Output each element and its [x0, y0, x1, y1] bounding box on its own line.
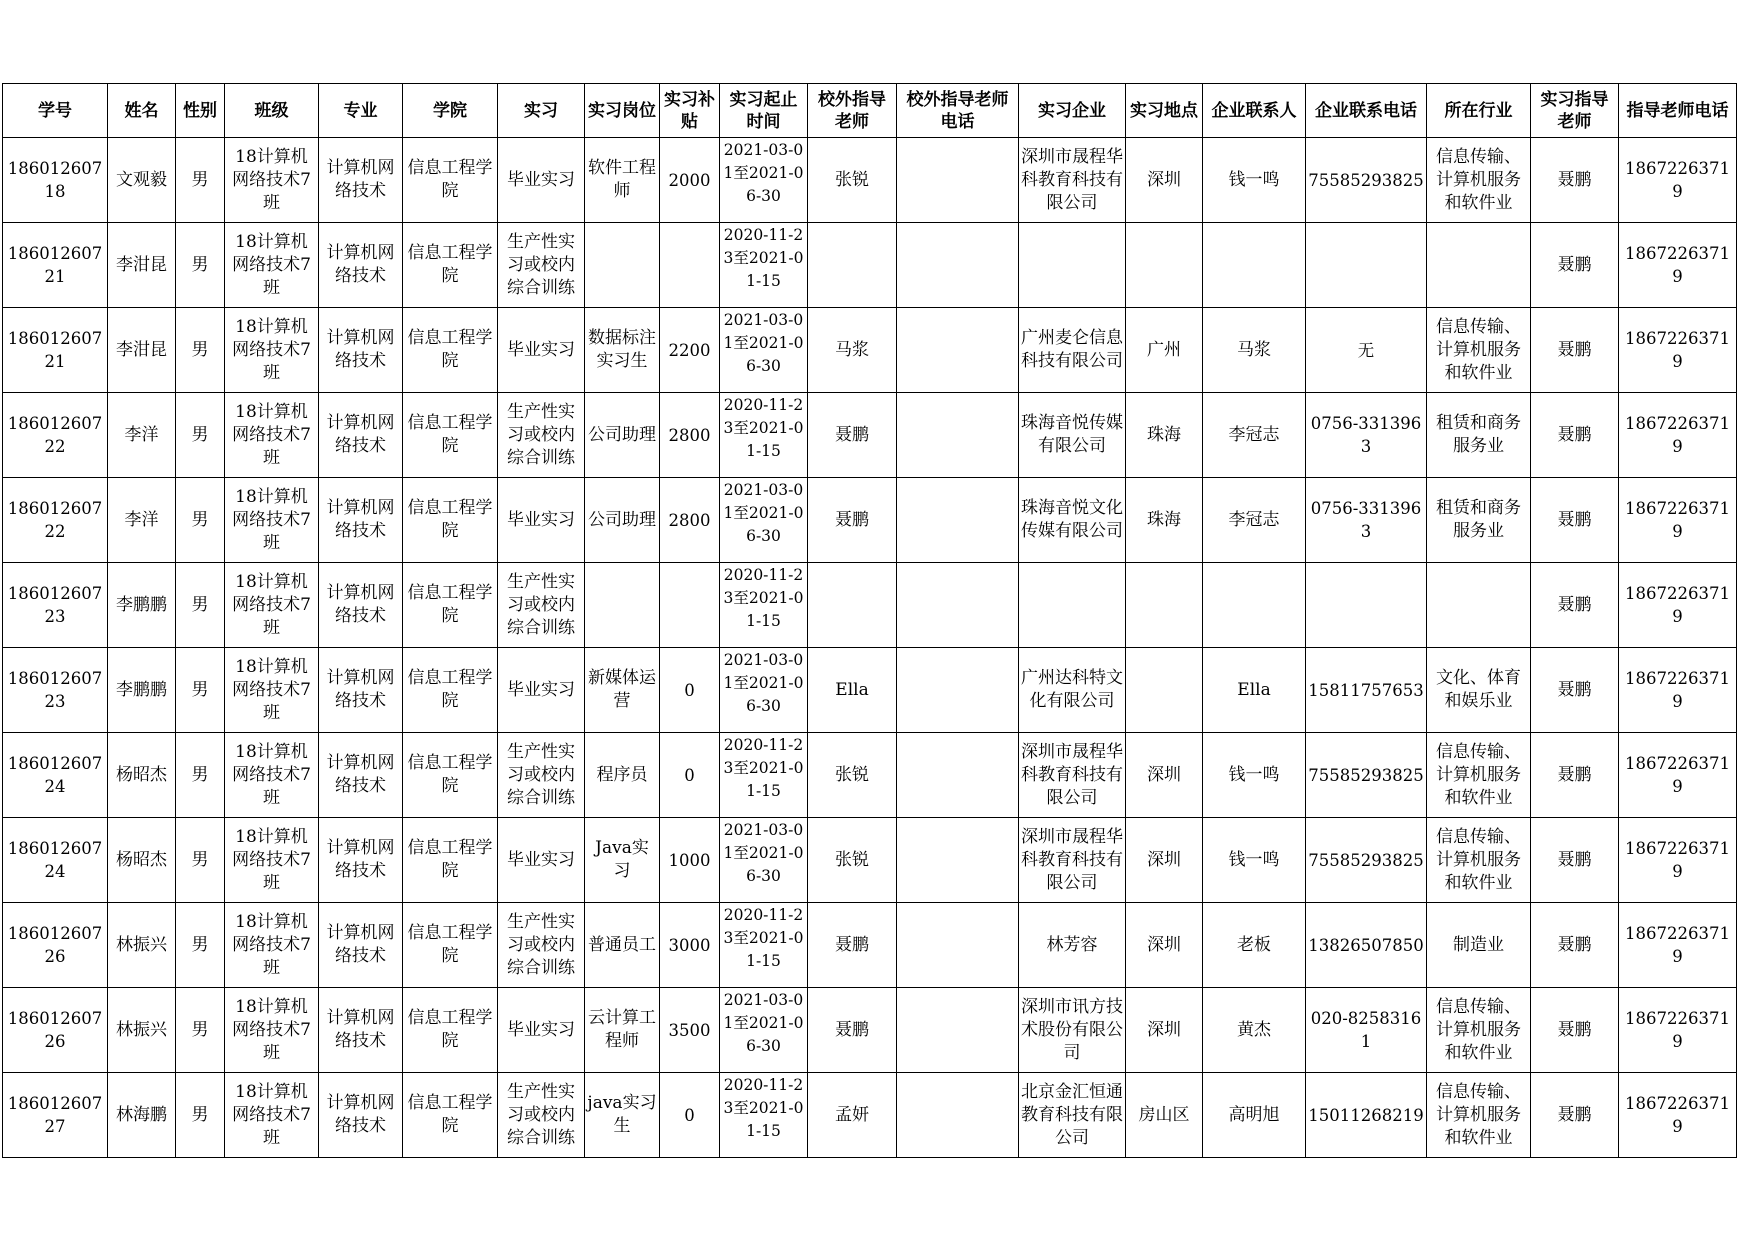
- cell-student-id: 18601260718: [3, 138, 108, 223]
- cell-subsidy: 0: [660, 648, 720, 733]
- cell-location: 广州: [1126, 308, 1203, 393]
- cell-major: 计算机网络技术: [319, 733, 403, 818]
- period-text: 2020-11-23至2021-01-15: [723, 396, 804, 460]
- cell-gender: 男: [176, 393, 225, 478]
- cell-name: 李鹏鹏: [108, 648, 176, 733]
- header-name: 姓名: [108, 84, 176, 138]
- cell-period: [720, 988, 808, 1073]
- cell-industry: 租赁和商务服务业: [1427, 478, 1531, 563]
- cell-subsidy: 1000: [660, 818, 720, 903]
- cell-position: 公司助理: [585, 478, 660, 563]
- cell-external-mentor: Ella: [808, 648, 897, 733]
- cell-internship-type: 毕业实习: [498, 308, 585, 393]
- period-text: 2021-03-01至2021-06-30: [723, 481, 804, 545]
- cell-company-contact: Ella: [1203, 648, 1306, 733]
- period-text: 2021-03-01至2021-06-30: [723, 311, 804, 375]
- cell-period: [720, 138, 808, 223]
- cell-company-phone: [1306, 563, 1427, 648]
- cell-name: 杨昭杰: [108, 818, 176, 903]
- cell-major: 计算机网络技术: [319, 648, 403, 733]
- cell-company-phone: 75585293825: [1306, 138, 1427, 223]
- cell-internship-type: 毕业实习: [498, 818, 585, 903]
- cell-company-phone: [1306, 223, 1427, 308]
- cell-company-phone: 13826507850: [1306, 903, 1427, 988]
- cell-industry: 文化、体育和娱乐业: [1427, 648, 1531, 733]
- cell-external-mentor: 聂鹏: [808, 478, 897, 563]
- cell-subsidy: 3000: [660, 903, 720, 988]
- cell-external-mentor: 聂鹏: [808, 903, 897, 988]
- cell-location: 深圳: [1126, 138, 1203, 223]
- header-supervisor: 实习指导老师: [1531, 84, 1619, 138]
- cell-college: 信息工程学院: [403, 733, 498, 818]
- cell-position: 新媒体运营: [585, 648, 660, 733]
- cell-supervisor-phone: 18672263719: [1619, 903, 1737, 988]
- period-text: 2020-11-23至2021-01-15: [723, 906, 804, 970]
- cell-company-contact: 老板: [1203, 903, 1306, 988]
- table-row: [3, 393, 1737, 478]
- cell-company-phone: 75585293825: [1306, 818, 1427, 903]
- cell-period: [720, 223, 808, 308]
- cell-class: 18计算机网络技术7班: [225, 903, 319, 988]
- cell-student-id: 18601260726: [3, 903, 108, 988]
- cell-industry: [1427, 223, 1531, 308]
- cell-major: 计算机网络技术: [319, 903, 403, 988]
- cell-industry: 制造业: [1427, 903, 1531, 988]
- cell-company-phone: 0756-3313963: [1306, 478, 1427, 563]
- cell-location: [1126, 223, 1203, 308]
- cell-subsidy: [660, 563, 720, 648]
- cell-industry: 信息传输、计算机服务和软件业: [1427, 818, 1531, 903]
- cell-subsidy: 2800: [660, 478, 720, 563]
- cell-external-mentor: 孟妍: [808, 1073, 897, 1158]
- cell-college: 信息工程学院: [403, 903, 498, 988]
- cell-name: 杨昭杰: [108, 733, 176, 818]
- cell-college: 信息工程学院: [403, 818, 498, 903]
- period-text: 2020-11-23至2021-01-15: [723, 736, 804, 800]
- cell-location: 房山区: [1126, 1073, 1203, 1158]
- cell-company: 广州麦仑信息科技有限公司: [1019, 308, 1126, 393]
- table-row: [3, 1073, 1737, 1158]
- cell-external-mentor-phone: [897, 478, 1019, 563]
- header-row: [3, 84, 1737, 138]
- cell-major: 计算机网络技术: [319, 563, 403, 648]
- cell-supervisor: 聂鹏: [1531, 733, 1619, 818]
- header-position: 实习岗位: [585, 84, 660, 138]
- cell-supervisor-phone: 18672263719: [1619, 648, 1737, 733]
- header-company-contact: 企业联系人: [1203, 84, 1306, 138]
- header-supervisor-phone: 指导老师电话: [1619, 84, 1737, 138]
- cell-student-id: 18601260721: [3, 223, 108, 308]
- table-row: [3, 733, 1737, 818]
- cell-position: 程序员: [585, 733, 660, 818]
- cell-gender: 男: [176, 478, 225, 563]
- cell-class: 18计算机网络技术7班: [225, 308, 319, 393]
- cell-company: [1019, 223, 1126, 308]
- cell-supervisor: 聂鹏: [1531, 308, 1619, 393]
- cell-supervisor: 聂鹏: [1531, 393, 1619, 478]
- cell-major: 计算机网络技术: [319, 393, 403, 478]
- cell-gender: 男: [176, 903, 225, 988]
- cell-company: [1019, 563, 1126, 648]
- cell-period: [720, 478, 808, 563]
- cell-internship-type: 毕业实习: [498, 648, 585, 733]
- cell-supervisor: 聂鹏: [1531, 988, 1619, 1073]
- cell-external-mentor-phone: [897, 223, 1019, 308]
- cell-industry: 信息传输、计算机服务和软件业: [1427, 988, 1531, 1073]
- cell-company-contact: [1203, 563, 1306, 648]
- cell-class: 18计算机网络技术7班: [225, 138, 319, 223]
- cell-gender: 男: [176, 988, 225, 1073]
- header-major: 专业: [319, 84, 403, 138]
- cell-gender: 男: [176, 648, 225, 733]
- header-industry: 所在行业: [1427, 84, 1531, 138]
- cell-subsidy: 3500: [660, 988, 720, 1073]
- cell-class: 18计算机网络技术7班: [225, 818, 319, 903]
- cell-position: java实习生: [585, 1073, 660, 1158]
- cell-external-mentor-phone: [897, 733, 1019, 818]
- cell-internship-type: 毕业实习: [498, 988, 585, 1073]
- cell-class: 18计算机网络技术7班: [225, 733, 319, 818]
- cell-external-mentor: 聂鹏: [808, 393, 897, 478]
- cell-supervisor: 聂鹏: [1531, 1073, 1619, 1158]
- cell-industry: [1427, 563, 1531, 648]
- cell-name: 文观毅: [108, 138, 176, 223]
- cell-name: 李泔昆: [108, 223, 176, 308]
- cell-position: 数据标注实习生: [585, 308, 660, 393]
- table-body: [3, 138, 1737, 1158]
- cell-supervisor-phone: 18672263719: [1619, 818, 1737, 903]
- header-period: 实习起止时间: [720, 84, 808, 138]
- cell-college: 信息工程学院: [403, 308, 498, 393]
- cell-period: [720, 1073, 808, 1158]
- cell-external-mentor-phone: [897, 563, 1019, 648]
- cell-gender: 男: [176, 223, 225, 308]
- cell-period: [720, 733, 808, 818]
- cell-industry: 信息传输、计算机服务和软件业: [1427, 733, 1531, 818]
- period-text: 2020-11-23至2021-01-15: [723, 226, 804, 290]
- cell-company-contact: 钱一鸣: [1203, 138, 1306, 223]
- period-text: 2020-11-23至2021-01-15: [723, 1076, 804, 1140]
- cell-company-phone: 75585293825: [1306, 733, 1427, 818]
- cell-external-mentor-phone: [897, 393, 1019, 478]
- cell-student-id: 18601260724: [3, 818, 108, 903]
- cell-external-mentor-phone: [897, 903, 1019, 988]
- cell-college: 信息工程学院: [403, 223, 498, 308]
- cell-external-mentor: [808, 563, 897, 648]
- cell-college: 信息工程学院: [403, 138, 498, 223]
- cell-company: 深圳市晟程华科教育科技有限公司: [1019, 733, 1126, 818]
- cell-location: 深圳: [1126, 818, 1203, 903]
- cell-company-contact: 钱一鸣: [1203, 733, 1306, 818]
- cell-company: 北京金汇恒通教育科技有限公司: [1019, 1073, 1126, 1158]
- cell-supervisor-phone: 18672263719: [1619, 478, 1737, 563]
- cell-internship-type: 生产性实习或校内综合训练: [498, 223, 585, 308]
- cell-period: [720, 393, 808, 478]
- cell-supervisor: 聂鹏: [1531, 818, 1619, 903]
- cell-position: Java实习: [585, 818, 660, 903]
- cell-major: 计算机网络技术: [319, 1073, 403, 1158]
- cell-student-id: 18601260722: [3, 393, 108, 478]
- cell-company-phone: 15011268219: [1306, 1073, 1427, 1158]
- table-row: [3, 308, 1737, 393]
- cell-name: 李洋: [108, 393, 176, 478]
- header-location: 实习地点: [1126, 84, 1203, 138]
- cell-company-contact: 马浆: [1203, 308, 1306, 393]
- cell-external-mentor-phone: [897, 1073, 1019, 1158]
- cell-student-id: 18601260724: [3, 733, 108, 818]
- cell-supervisor: 聂鹏: [1531, 223, 1619, 308]
- cell-supervisor-phone: 18672263719: [1619, 393, 1737, 478]
- cell-subsidy: 2200: [660, 308, 720, 393]
- cell-external-mentor: [808, 223, 897, 308]
- cell-external-mentor-phone: [897, 308, 1019, 393]
- cell-supervisor: 聂鹏: [1531, 903, 1619, 988]
- cell-student-id: 18601260722: [3, 478, 108, 563]
- cell-external-mentor: 聂鹏: [808, 988, 897, 1073]
- cell-internship-type: 生产性实习或校内综合训练: [498, 903, 585, 988]
- cell-supervisor: 聂鹏: [1531, 563, 1619, 648]
- cell-location: 深圳: [1126, 733, 1203, 818]
- cell-name: 李洋: [108, 478, 176, 563]
- table-row: [3, 223, 1737, 308]
- header-subsidy: 实习补贴: [660, 84, 720, 138]
- period-text: 2021-03-01至2021-06-30: [723, 141, 804, 205]
- table-header: [3, 84, 1737, 138]
- header-internship-type: 实习: [498, 84, 585, 138]
- cell-company: 深圳市讯方技术股份有限公司: [1019, 988, 1126, 1073]
- cell-internship-type: 生产性实习或校内综合训练: [498, 563, 585, 648]
- cell-college: 信息工程学院: [403, 648, 498, 733]
- cell-name: 林振兴: [108, 903, 176, 988]
- cell-class: 18计算机网络技术7班: [225, 393, 319, 478]
- cell-company-contact: 钱一鸣: [1203, 818, 1306, 903]
- cell-company-contact: 李冠志: [1203, 478, 1306, 563]
- cell-company-contact: [1203, 223, 1306, 308]
- period-text: 2021-03-01至2021-06-30: [723, 991, 804, 1055]
- cell-student-id: 18601260726: [3, 988, 108, 1073]
- cell-name: 林海鹏: [108, 1073, 176, 1158]
- cell-gender: 男: [176, 308, 225, 393]
- cell-location: 深圳: [1126, 988, 1203, 1073]
- cell-student-id: 18601260721: [3, 308, 108, 393]
- cell-period: [720, 308, 808, 393]
- cell-major: 计算机网络技术: [319, 478, 403, 563]
- cell-gender: 男: [176, 1073, 225, 1158]
- header-company: 实习企业: [1019, 84, 1126, 138]
- cell-external-mentor-phone: [897, 818, 1019, 903]
- cell-internship-type: 生产性实习或校内综合训练: [498, 1073, 585, 1158]
- table-row: [3, 138, 1737, 223]
- cell-company: 广州达科特文化有限公司: [1019, 648, 1126, 733]
- cell-supervisor-phone: 18672263719: [1619, 1073, 1737, 1158]
- cell-internship-type: 毕业实习: [498, 478, 585, 563]
- cell-company: 深圳市晟程华科教育科技有限公司: [1019, 138, 1126, 223]
- cell-company-phone: 020-82583161: [1306, 988, 1427, 1073]
- cell-class: 18计算机网络技术7班: [225, 1073, 319, 1158]
- cell-position: [585, 563, 660, 648]
- cell-period: [720, 563, 808, 648]
- cell-college: 信息工程学院: [403, 563, 498, 648]
- cell-company: 深圳市晟程华科教育科技有限公司: [1019, 818, 1126, 903]
- cell-location: 深圳: [1126, 903, 1203, 988]
- cell-external-mentor: 张锐: [808, 733, 897, 818]
- cell-position: [585, 223, 660, 308]
- header-student-id: 学号: [3, 84, 108, 138]
- cell-external-mentor-phone: [897, 648, 1019, 733]
- cell-supervisor-phone: 18672263719: [1619, 563, 1737, 648]
- cell-position: 云计算工程师: [585, 988, 660, 1073]
- cell-position: 普通员工: [585, 903, 660, 988]
- cell-industry: 租赁和商务服务业: [1427, 393, 1531, 478]
- cell-company-contact: 黄杰: [1203, 988, 1306, 1073]
- cell-supervisor-phone: 18672263719: [1619, 223, 1737, 308]
- table-row: [3, 478, 1737, 563]
- cell-position: 软件工程师: [585, 138, 660, 223]
- period-text: 2021-03-01至2021-06-30: [723, 821, 804, 885]
- cell-gender: 男: [176, 563, 225, 648]
- internship-table: [2, 83, 1737, 1158]
- cell-external-mentor: 张锐: [808, 818, 897, 903]
- cell-major: 计算机网络技术: [319, 988, 403, 1073]
- cell-college: 信息工程学院: [403, 1073, 498, 1158]
- period-text: 2020-11-23至2021-01-15: [723, 566, 804, 630]
- period-text: 2021-03-01至2021-06-30: [723, 651, 804, 715]
- header-company-phone: 企业联系电话: [1306, 84, 1427, 138]
- header-college: 学院: [403, 84, 498, 138]
- cell-major: 计算机网络技术: [319, 223, 403, 308]
- cell-student-id: 18601260727: [3, 1073, 108, 1158]
- table-row: [3, 903, 1737, 988]
- cell-subsidy: 0: [660, 1073, 720, 1158]
- cell-major: 计算机网络技术: [319, 138, 403, 223]
- cell-name: 李泔昆: [108, 308, 176, 393]
- cell-company: 珠海音悦传媒有限公司: [1019, 393, 1126, 478]
- cell-company-contact: 李冠志: [1203, 393, 1306, 478]
- cell-industry: 信息传输、计算机服务和软件业: [1427, 1073, 1531, 1158]
- cell-class: 18计算机网络技术7班: [225, 988, 319, 1073]
- header-gender: 性别: [176, 84, 225, 138]
- cell-class: 18计算机网络技术7班: [225, 648, 319, 733]
- cell-gender: 男: [176, 138, 225, 223]
- cell-period: [720, 903, 808, 988]
- cell-industry: 信息传输、计算机服务和软件业: [1427, 138, 1531, 223]
- cell-class: 18计算机网络技术7班: [225, 478, 319, 563]
- cell-period: [720, 648, 808, 733]
- cell-supervisor-phone: 18672263719: [1619, 308, 1737, 393]
- table-row: [3, 988, 1737, 1073]
- cell-class: 18计算机网络技术7班: [225, 563, 319, 648]
- cell-external-mentor: 马浆: [808, 308, 897, 393]
- table-row: [3, 563, 1737, 648]
- header-external-mentor: 校外指导老师: [808, 84, 897, 138]
- table-row: [3, 648, 1737, 733]
- cell-college: 信息工程学院: [403, 393, 498, 478]
- cell-supervisor-phone: 18672263719: [1619, 138, 1737, 223]
- cell-subsidy: [660, 223, 720, 308]
- cell-internship-type: 毕业实习: [498, 138, 585, 223]
- cell-gender: 男: [176, 733, 225, 818]
- cell-supervisor-phone: 18672263719: [1619, 733, 1737, 818]
- cell-external-mentor: 张锐: [808, 138, 897, 223]
- cell-location: 珠海: [1126, 393, 1203, 478]
- cell-name: 林振兴: [108, 988, 176, 1073]
- cell-subsidy: 2800: [660, 393, 720, 478]
- cell-location: 珠海: [1126, 478, 1203, 563]
- cell-college: 信息工程学院: [403, 478, 498, 563]
- cell-location: [1126, 648, 1203, 733]
- cell-company-phone: 0756-3313963: [1306, 393, 1427, 478]
- cell-company-phone: 无: [1306, 308, 1427, 393]
- cell-external-mentor-phone: [897, 138, 1019, 223]
- header-class: 班级: [225, 84, 319, 138]
- cell-supervisor: 聂鹏: [1531, 648, 1619, 733]
- cell-student-id: 18601260723: [3, 648, 108, 733]
- cell-class: 18计算机网络技术7班: [225, 223, 319, 308]
- cell-internship-type: 生产性实习或校内综合训练: [498, 733, 585, 818]
- cell-company: 林芳容: [1019, 903, 1126, 988]
- cell-company: 珠海音悦文化传媒有限公司: [1019, 478, 1126, 563]
- cell-supervisor-phone: 18672263719: [1619, 988, 1737, 1073]
- cell-major: 计算机网络技术: [319, 818, 403, 903]
- cell-gender: 男: [176, 818, 225, 903]
- cell-company-contact: 高明旭: [1203, 1073, 1306, 1158]
- cell-location: [1126, 563, 1203, 648]
- cell-major: 计算机网络技术: [319, 308, 403, 393]
- cell-position: 公司助理: [585, 393, 660, 478]
- cell-name: 李鹏鹏: [108, 563, 176, 648]
- header-external-mentor-phone: 校外指导老师电话: [897, 84, 1019, 138]
- cell-external-mentor-phone: [897, 988, 1019, 1073]
- cell-internship-type: 生产性实习或校内综合训练: [498, 393, 585, 478]
- cell-supervisor: 聂鹏: [1531, 478, 1619, 563]
- table-row: [3, 818, 1737, 903]
- cell-period: [720, 818, 808, 903]
- cell-student-id: 18601260723: [3, 563, 108, 648]
- cell-industry: 信息传输、计算机服务和软件业: [1427, 308, 1531, 393]
- cell-subsidy: 2000: [660, 138, 720, 223]
- cell-supervisor: 聂鹏: [1531, 138, 1619, 223]
- cell-subsidy: 0: [660, 733, 720, 818]
- cell-company-phone: 15811757653: [1306, 648, 1427, 733]
- cell-college: 信息工程学院: [403, 988, 498, 1073]
